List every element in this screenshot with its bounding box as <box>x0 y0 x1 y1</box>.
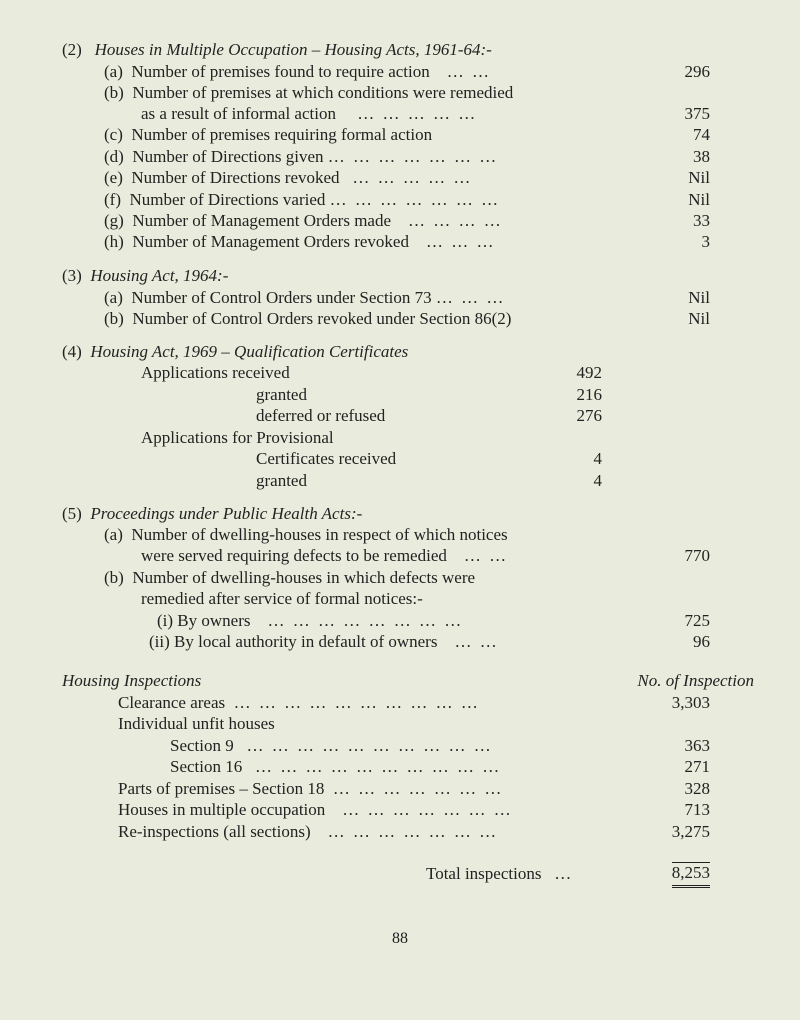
clearance-areas: Clearance areas … … … … … … … … … … <box>118 693 480 712</box>
item-2c: (c) Number of premises requiring formal action <box>104 125 433 144</box>
section-5-heading: (5) Proceedings under Public Health Acts:- <box>62 504 363 523</box>
value-clearance-areas: 3,303 <box>671 693 710 712</box>
value-2d: 38 <box>693 147 710 166</box>
section-number: (2) <box>62 40 82 59</box>
section-16: Section 16 … … … … … … … … … … <box>170 757 502 776</box>
item-5b-cont: remedied after service of formal notices:- <box>141 589 423 608</box>
page-number: 88 <box>392 930 408 947</box>
value-section-9: 363 <box>684 736 710 755</box>
individual-unfit-houses: Individual unfit houses <box>118 714 275 733</box>
item-2e: (e) Number of Directions revoked … … … … … <box>104 168 473 187</box>
value-3b: Nil <box>688 309 710 328</box>
value-2g: 33 <box>693 211 710 230</box>
total-inspections: Total inspections … <box>426 864 574 883</box>
value-5a: 770 <box>684 546 710 565</box>
value-2a: 296 <box>684 62 710 81</box>
value-5b-i: 725 <box>684 611 710 630</box>
item-2h: (h) Number of Management Orders revoked … … … <box>104 232 496 251</box>
value-3a: Nil <box>688 288 710 307</box>
item-2b: (b) Number of premises at which conditions were remedied <box>104 83 514 102</box>
item-5b-ii: (ii) By local authority in default of owners … … <box>149 632 499 651</box>
value-2b: 375 <box>684 104 710 123</box>
inspections-column-header: No. of Inspection <box>637 671 754 690</box>
item-3b: (b) Number of Control Orders revoked under Section 86(2) <box>104 309 512 328</box>
value-2e: Nil <box>688 168 710 187</box>
value-provisional-granted: 4 <box>593 471 602 490</box>
value-2f: Nil <box>688 190 710 209</box>
item-3a: (a) Number of Control Orders under Section 73 … … … <box>104 288 506 307</box>
section-4-heading: (4) Housing Act, 1969 – Qualification Certificates <box>62 342 409 361</box>
section-title: Houses in Multiple Occupation – Housing Acts, 1961-64:- <box>94 40 492 59</box>
item-5b: (b) Number of dwelling-houses in which defects were <box>104 568 476 587</box>
section-9: Section 9 … … … … … … … … … … <box>170 736 493 755</box>
item-2d: (d) Number of Directions given … … … … … … … <box>104 147 499 166</box>
value-total-inspections: 8,253 <box>672 862 710 888</box>
value-re-inspections: 3,275 <box>671 822 710 841</box>
value-granted: 216 <box>576 385 602 404</box>
value-deferred: 276 <box>576 406 602 425</box>
provisional-granted: granted <box>256 471 307 490</box>
value-5b-ii: 96 <box>693 632 710 651</box>
provisional-received: Certificates received <box>256 449 397 468</box>
re-inspections: Re-inspections (all sections) … … … … … … … <box>118 822 499 841</box>
applications-received: Applications received <box>141 363 290 382</box>
value-provisional-received: 4 <box>593 449 602 468</box>
granted: granted <box>256 385 307 404</box>
parts-of-premises: Parts of premises – Section 18 … … … … … … … <box>118 779 504 798</box>
section-3-heading: (3) Housing Act, 1964:- <box>62 266 229 285</box>
houses-multiple-occupation: Houses in multiple occupation … … … … … … … <box>118 800 513 819</box>
item-2g: (g) Number of Management Orders made … … … … <box>104 211 503 230</box>
provisional-applications: Applications for Provisional <box>141 428 334 447</box>
value-section-16: 271 <box>684 757 710 776</box>
inspections-heading: Housing Inspections <box>62 671 202 690</box>
value-2h: 3 <box>701 232 710 251</box>
value-houses-multiple-occupation: 713 <box>684 800 710 819</box>
deferred-or-refused: deferred or refused <box>256 406 386 425</box>
section-2-heading <box>62 40 492 60</box>
value-applications-received: 492 <box>576 363 602 382</box>
item-2f: (f) Number of Directions varied … … … … … … … <box>104 190 501 209</box>
value-2c: 74 <box>693 125 710 144</box>
show-through-text <box>520 40 790 940</box>
value-parts-of-premises: 328 <box>684 779 710 798</box>
item-5b-i: (i) By owners … … … … … … … … <box>157 611 464 630</box>
item-5a-cont: were served requiring defects to be remedied … … <box>141 546 509 565</box>
item-2a: (a) Number of premises found to require action … … <box>104 62 491 81</box>
item-2b-cont: as a result of informal action … … … … … <box>141 104 478 123</box>
item-5a: (a) Number of dwelling-houses in respect of which notices <box>104 525 508 544</box>
